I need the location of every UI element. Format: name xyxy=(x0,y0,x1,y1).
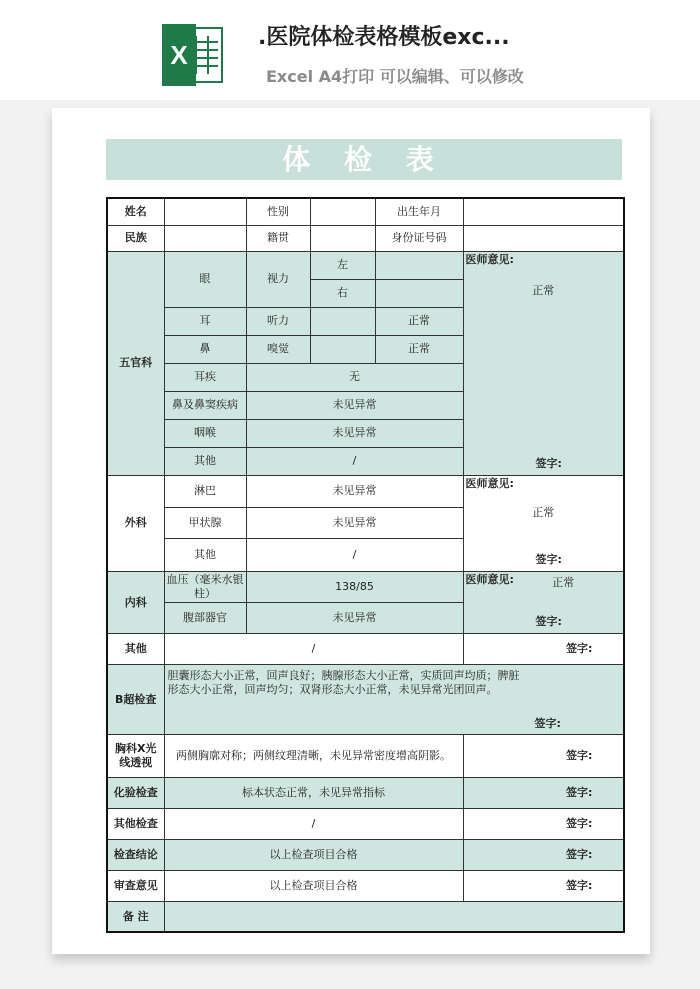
ear-disease-label: 耳疾 xyxy=(164,363,246,391)
ent-opinion-label: 医师意见: xyxy=(465,252,514,266)
surgery-other-value: / xyxy=(246,538,463,571)
bp-label: 血压（毫米水银柱） xyxy=(164,571,246,602)
document-subtitle: Excel A4打印 可以编辑、可以修改 xyxy=(266,67,524,86)
ent-opinion xyxy=(463,251,624,475)
thyroid-label: 甲状腺 xyxy=(164,507,246,538)
bscan-sign-label: 签字: xyxy=(534,717,561,731)
other-exam-sign-label: 签字: xyxy=(463,809,624,840)
internal-opinion-value: 正常 xyxy=(552,575,575,589)
exam-form xyxy=(106,197,623,933)
ethnic-label: 民族 xyxy=(107,225,164,251)
smell-blank xyxy=(310,335,375,363)
exam-table xyxy=(106,197,625,933)
ent-opinion-value: 正常 xyxy=(532,283,555,297)
bscan-text: 胆囊形态大小正常，回声良好；胰腺形态大小正常，实质回声均质；脾脏形态大小正常，回声均匀；双肾形态大小正常，未见异常光团回声。 xyxy=(167,669,520,696)
bscan-label: B超检查 xyxy=(107,665,164,735)
nose-label: 鼻 xyxy=(164,335,246,363)
other-exam-label: 其他检查 xyxy=(107,809,164,840)
review-sign-label: 签字: xyxy=(463,871,624,902)
paper-sheet xyxy=(52,108,650,954)
review-text: 以上检查项目合格 xyxy=(164,871,463,902)
lab-label: 化验检查 xyxy=(107,778,164,809)
xray-sign-label: 签字: xyxy=(463,735,624,778)
smell-value: 正常 xyxy=(375,335,463,363)
ear-label: 耳 xyxy=(164,307,246,335)
form-banner: 体 检 表 xyxy=(106,139,622,180)
sinus-value: 未见异常 xyxy=(246,391,463,419)
bscan-cell xyxy=(164,665,624,735)
thyroid-value: 未见异常 xyxy=(246,507,463,538)
remark-label: 备 注 xyxy=(107,902,164,932)
id-label: 身份证号码 xyxy=(375,225,463,251)
review-label: 审查意见 xyxy=(107,871,164,902)
vision-left-field[interactable] xyxy=(375,251,463,279)
sinus-label: 鼻及鼻窦疾病 xyxy=(164,391,246,419)
id-field[interactable] xyxy=(463,225,624,251)
surgery-opinion-label: 医师意见: xyxy=(465,476,514,490)
abdomen-value: 未见异常 xyxy=(246,602,463,633)
other-value: / xyxy=(164,633,463,664)
ent-section-label: 五官科 xyxy=(107,251,164,475)
name-label: 姓名 xyxy=(107,198,164,225)
abdomen-label: 腹部器官 xyxy=(164,602,246,633)
birth-field[interactable] xyxy=(463,198,624,225)
vision-left-label: 左 xyxy=(310,251,375,279)
vision-label: 视力 xyxy=(246,251,310,307)
lymph-label: 淋巴 xyxy=(164,475,246,507)
name-field[interactable] xyxy=(164,198,246,225)
internal-section-label: 内科 xyxy=(107,571,164,633)
eye-label: 眼 xyxy=(164,251,246,307)
hearing-value: 正常 xyxy=(375,307,463,335)
surgery-opinion-value: 正常 xyxy=(532,505,555,519)
conclusion-label: 检查结论 xyxy=(107,840,164,871)
other-exam-text: / xyxy=(164,809,463,840)
internal-sign-label: 签字: xyxy=(535,615,562,629)
surgery-opinion xyxy=(463,475,624,571)
origin-field[interactable] xyxy=(310,225,375,251)
xray-text: 两侧胸廓对称；两侧纹理清晰，未见异常密度增高阴影。 xyxy=(164,735,463,778)
internal-opinion-label: 医师意见: xyxy=(465,572,514,586)
surgery-other-label: 其他 xyxy=(164,538,246,571)
remark-field[interactable] xyxy=(164,902,624,932)
other-sign-label: 签字: xyxy=(463,633,624,664)
throat-value: 未见异常 xyxy=(246,419,463,447)
excel-icon xyxy=(160,22,226,88)
internal-opinion xyxy=(463,571,624,633)
ear-disease-value: 无 xyxy=(246,363,463,391)
origin-label: 籍贯 xyxy=(246,225,310,251)
birth-label: 出生年月 xyxy=(375,198,463,225)
ethnic-field[interactable] xyxy=(164,225,246,251)
gender-field[interactable] xyxy=(310,198,375,225)
vision-right-field[interactable] xyxy=(375,279,463,307)
document-title: .医院体检表格模板exc... xyxy=(258,25,510,50)
svg-text:X: X xyxy=(170,40,188,70)
hearing-blank xyxy=(310,307,375,335)
other-label: 其他 xyxy=(107,633,164,664)
lab-sign-label: 签字: xyxy=(463,778,624,809)
hearing-label: 听力 xyxy=(246,307,310,335)
xray-label: 胸科X光线透视 xyxy=(107,735,164,778)
conclusion-text: 以上检查项目合格 xyxy=(164,840,463,871)
smell-label: 嗅觉 xyxy=(246,335,310,363)
gender-label: 性别 xyxy=(246,198,310,225)
ent-sign-label: 签字: xyxy=(535,457,562,471)
vision-right-label: 右 xyxy=(310,279,375,307)
throat-label: 咽喉 xyxy=(164,419,246,447)
lymph-value: 未见异常 xyxy=(246,475,463,507)
page-header xyxy=(0,0,700,100)
surgery-sign-label: 签字: xyxy=(535,553,562,567)
bp-value: 138/85 xyxy=(246,571,463,602)
ent-other-value: / xyxy=(246,447,463,475)
ent-other-label: 其他 xyxy=(164,447,246,475)
lab-text: 标本状态正常，未见异常指标 xyxy=(164,778,463,809)
conclusion-sign-label: 签字: xyxy=(463,840,624,871)
surgery-section-label: 外科 xyxy=(107,475,164,571)
